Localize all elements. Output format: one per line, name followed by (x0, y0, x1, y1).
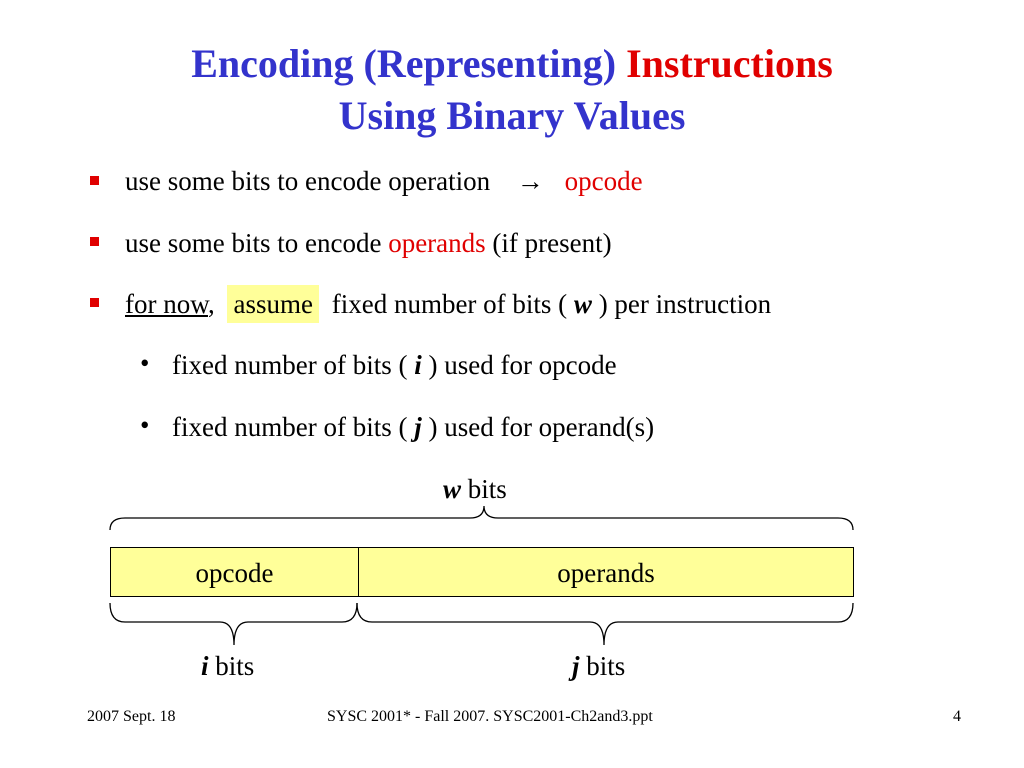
bullet-2-term: operands (388, 228, 486, 258)
i-bits-text: bits (215, 651, 255, 681)
bullet-3-comma: , (207, 289, 215, 319)
bullet-3-highlight-box: assume (227, 285, 318, 323)
title-line1-part1: Encoding (Representing) (191, 41, 617, 86)
bullet-3-text: fixed number of bits ( (331, 289, 568, 319)
operands-field: operands (358, 547, 854, 597)
top-brace (110, 506, 853, 530)
page-number: 4 (953, 708, 961, 725)
w-bits-text: bits (467, 474, 507, 504)
footer-date: 2007 Sept. 18 (87, 708, 176, 725)
var-w: w (573, 289, 592, 319)
var-j: j (414, 412, 422, 442)
i-bits-label (201, 651, 254, 682)
sub-bullet-1-text-end: ) used for opcode (428, 350, 617, 380)
i-var: i (201, 651, 209, 681)
w-var: w (443, 474, 462, 504)
bullet-3-underlined: for now (125, 289, 208, 319)
j-var: j (572, 651, 580, 681)
right-arrow-icon: → (516, 166, 544, 196)
sub-bullet-2-text: fixed number of bits ( (172, 412, 408, 442)
bullet-1-text: use some bits to encode operation (125, 166, 491, 196)
sub-bullet-1-text: fixed number of bits ( (172, 350, 408, 380)
sub-bullet-dot-icon: • (140, 410, 150, 440)
bullet-3-text-end: ) per instruction (598, 289, 772, 319)
title-line2: Using Binary Values (338, 93, 686, 138)
j-bits-label (572, 651, 625, 682)
bullet-1-term: opcode (564, 166, 643, 196)
footer-center: SYSC 2001* - Fall 2007. SYSC2001-Ch2and3.ppt (327, 708, 653, 725)
bottom-right-brace (357, 603, 853, 645)
title-line1-part2: Instructions (626, 41, 833, 86)
var-i: i (414, 350, 422, 380)
bottom-left-brace (110, 603, 357, 645)
sub-bullet-dot-icon: • (140, 348, 150, 378)
opcode-field: opcode (110, 547, 359, 597)
bullet-2-text: use some bits to encode (125, 228, 382, 258)
j-bits-text: bits (586, 651, 626, 681)
sub-bullet-2-text-end: ) used for operand(s) (428, 412, 655, 442)
bullet-2-suffix: (if present) (492, 228, 612, 258)
